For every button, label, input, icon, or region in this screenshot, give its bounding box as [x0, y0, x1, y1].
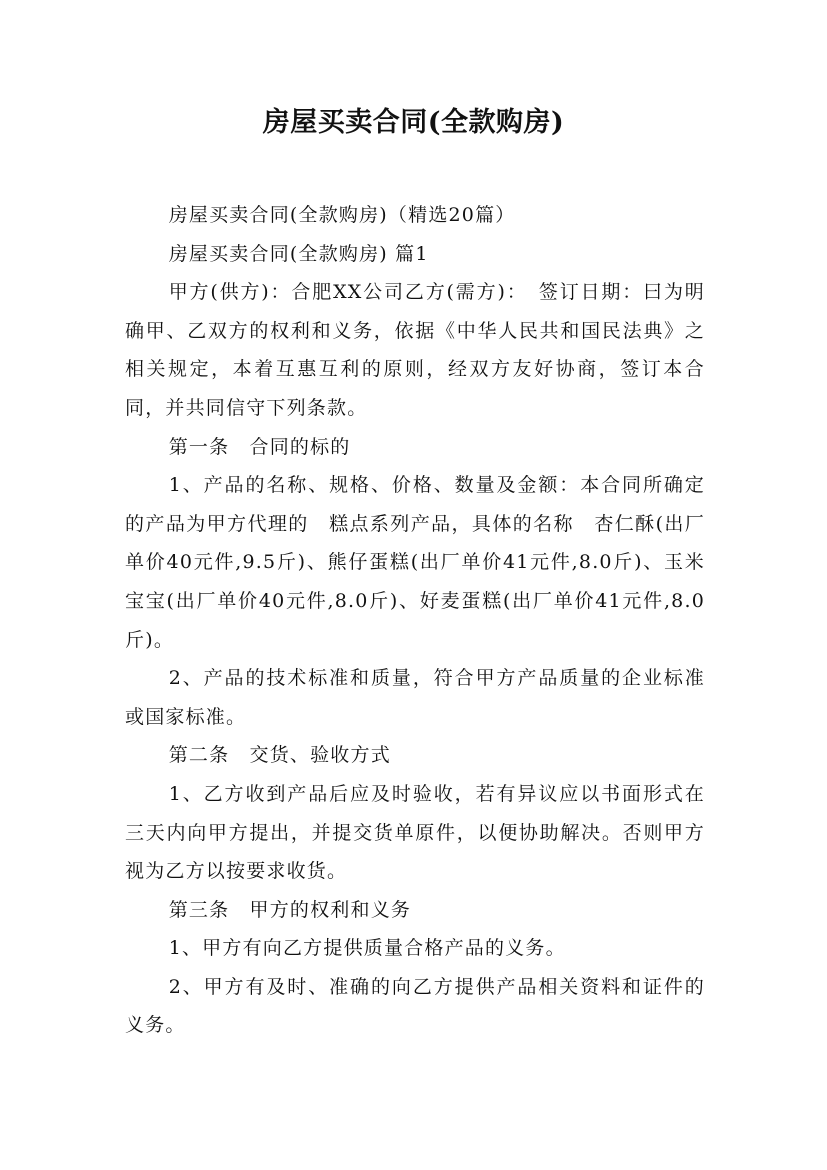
paragraph-section-heading: 房屋买卖合同(全款购房) 篇1: [168, 242, 429, 265]
paragraph-article-1-heading: 第一条 合同的标的: [168, 435, 351, 458]
paragraph-article-3-item-2: 2、甲方有及时、准确的向乙方提供产品相关资料和证件的义务。: [125, 975, 705, 1037]
paragraph-article-3-heading: 第三条 甲方的权利和义务: [168, 898, 412, 921]
paragraph-subtitle: 房屋买卖合同(全款购房)（精选20篇）: [168, 204, 516, 226]
paragraph-parties: 甲方(供方)：合肥XX公司乙方(需方)： 签订日期：曰为明确甲、乙双方的权利和义务，依据《中华人民共和国民法典》之相关规定，本着互惠互利的原则，经双方友好协商，签订本合同，并共同信守下列条款。: [125, 281, 705, 419]
document-body: [125, 196, 705, 1045]
paragraph-article-2-item-1: 1、乙方收到产品后应及时验收，若有异议应以书面形式在三天内向甲方提出，并提交货单原件，以便协助解决。否则甲方视为乙方以按要求收货。: [125, 782, 705, 883]
paragraph-article-3-item-1: 1、甲方有向乙方提供质量合格产品的义务。: [168, 937, 566, 960]
paragraph-article-1-item-2: 2、产品的技术标准和质量，符合甲方产品质量的企业标准或国家标准。: [125, 667, 705, 728]
paragraph-article-2-heading: 第二条 交货、验收方式: [168, 744, 391, 767]
paragraph-article-1-item-1: 1、产品的名称、规格、价格、数量及金额：本合同所确定的产品为甲方代理的 糕点系列产品，具体的名称 杏仁酥(出厂单价40元件,9.5斤)、熊仔蛋糕(出厂单价41元件,8.0斤)、玉米宝宝(出厂单价40元件,8.0斤)、好麦蛋糕(出厂单价41元件,8.0斤)。: [125, 474, 705, 651]
document-title: 房屋买卖合同(全款购房): [262, 107, 565, 138]
